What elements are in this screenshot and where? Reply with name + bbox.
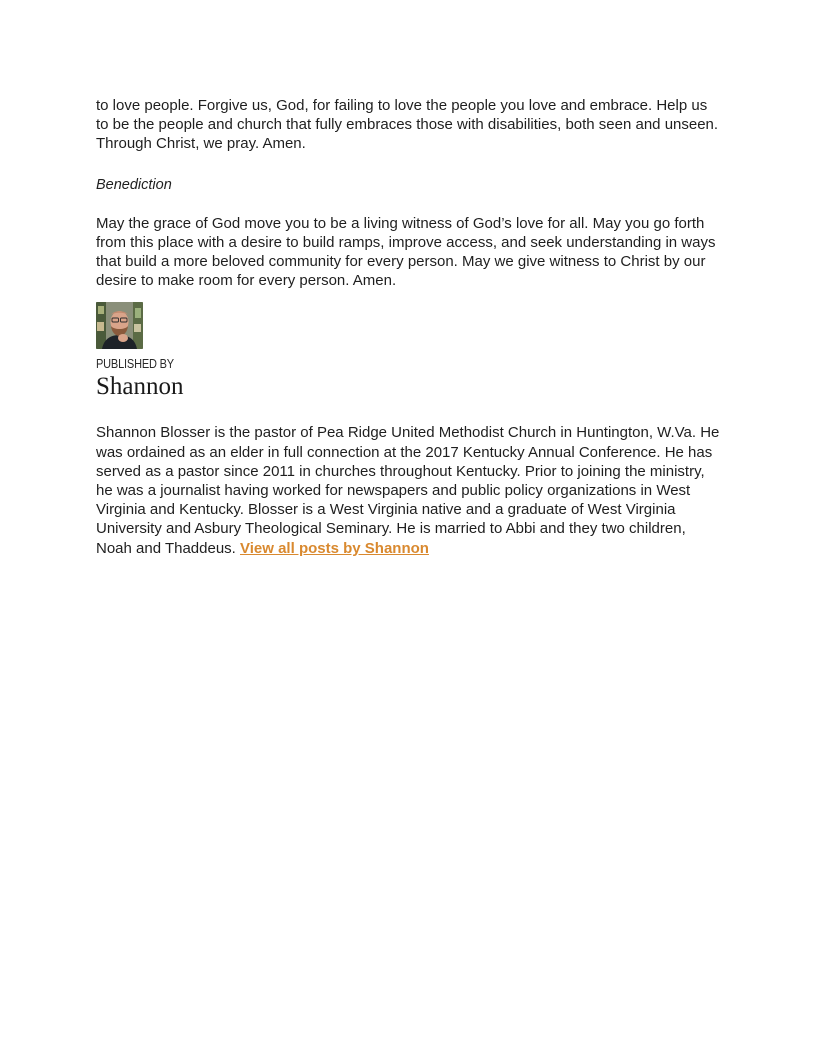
author-bio-paragraph	[96, 423, 720, 557]
avatar[interactable]	[96, 302, 143, 349]
benediction-paragraph: May the grace of God move you to be a living witness of God’s love for all. May you go forth from this place with a desire to build ramps, improve access, and seek understanding in ways that build a more beloved community for every person. May we give witness to Christ by our desire to make room for every person. Amen.	[96, 214, 716, 290]
author-name: Shannon	[96, 373, 184, 401]
prayer-continuation-paragraph: to love people. Forgive us, God, for failing to love the people you love and embrace. Help us to be the people and church that fully embraces those with disabilities, both seen and unseen. Through Christ, we pray. Amen.	[96, 97, 719, 153]
benediction-heading: Benediction	[96, 176, 172, 193]
author-bio-text: Shannon Blosser is the pastor of Pea Ridge United Methodist Church in Huntington, W.Va. He was ordained as an elder in full connection at the 2017 Kentucky Annual Conference. He has served as a pastor since 2011 in churches throughout Kentucky. Prior to joining the ministry, he was a journalist having worked for newspapers and public policy organizations in West Virginia and Kentucky. Blosser is a West Virginia native and a graduate of West Virginia University and Asbury Theological Seminary. He is married to Abbi and they two children, Noah and Thaddeus.	[96, 424, 720, 557]
published-by-label: PUBLISHED BY	[96, 357, 174, 372]
document-page	[96, 96, 720, 558]
view-all-posts-link[interactable]: View all posts by Shannon	[240, 539, 429, 557]
author-photo-icon	[96, 302, 143, 349]
